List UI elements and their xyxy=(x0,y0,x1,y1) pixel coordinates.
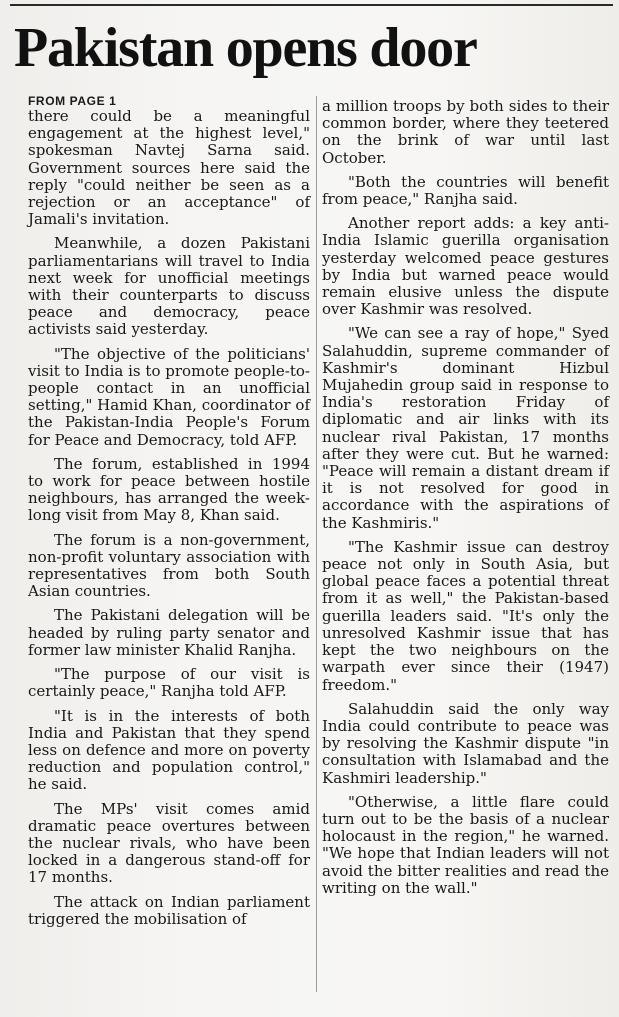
headline: Pakistan opens door xyxy=(14,17,477,79)
paragraph: Salahuddin said the only way India could contribute to peace was by resolving the Kashmir dispute "in consultation with Islamabad and the Kashmiri leadership." xyxy=(322,699,609,787)
top-rule xyxy=(10,4,613,6)
paragraph: The forum, established in 1994 to work for peace between hostile neighbours, has arranged the week-long visit from May 8, Khan said. xyxy=(28,454,310,525)
paragraph: The forum is a non-government, non-profit voluntary association with representatives from both South Asian countries. xyxy=(28,530,310,601)
paragraph: "Otherwise, a little flare could turn out to be the basis of a nuclear holocaust in the region," he warned. "We hope that Indian leaders will not avoid the bitter realities and read the writing on the wall." xyxy=(322,792,609,897)
paragraph: The attack on Indian parliament triggered the mobilisation of xyxy=(28,892,310,928)
paragraph: The Pakistani delegation will be headed by ruling party senator and former law minister Khalid Ranjha. xyxy=(28,606,310,659)
paragraph: "The Kashmir issue can destroy peace not only in South Asia, but global peace faces a potential threat from it as well," the Pakistan-based guerilla leaders said. "It's only the unresolved Kashmir issue that has kept the two neighbours on the warpath ever since their (1947) freedom." xyxy=(322,537,609,694)
paragraph: Another report adds: a key anti-India Islamic guerilla organisation yesterday welcomed peace gestures by India but warned peace would remain elusive unless the dispute over Kashmir was resolved. xyxy=(322,214,609,319)
paragraph: "The purpose of our visit is certainly peace," Ranjha told AFP. xyxy=(28,665,310,701)
paragraph: The MPs' visit comes amid dramatic peace overtures between the nuclear rivals, who have been locked in a dangerous stand-off for 17 months. xyxy=(28,799,310,887)
continuation-label: FROM PAGE 1 xyxy=(28,94,117,108)
column-divider xyxy=(316,96,317,992)
paragraph: "Both the countries will benefit from peace," Ranjha said. xyxy=(322,172,609,209)
left-column xyxy=(28,88,310,935)
paragraph: "The objective of the politicians' visit to India is to promote people-to-people contact in an unofficial setting," Hamid Khan, coordinator of the Pakistan-India People's Forum for Peace and Democracy, told AFP. xyxy=(28,344,310,449)
right-column xyxy=(322,98,609,904)
paragraph: Meanwhile, a dozen Pakistani parliamentarians will travel to India next week for unofficial meetings with their counterparts to discuss peace and democracy, peace activists said yesterday. xyxy=(28,234,310,339)
paragraph: a million troops by both sides to their common border, where they teetered on the brink of war until last October. xyxy=(322,97,609,167)
paragraph: there could be a meaningful engagement at the highest level," spokesman Navtej Sarna said. Government sources here said the reply "could neither be seen as a rejection or an acceptance" of Jamali's invitation. xyxy=(28,107,310,229)
paragraph: "It is in the interests of both India and Pakistan that they spend less on defence and more on poverty reduction and population control," he said. xyxy=(28,706,310,794)
paragraph: "We can see a ray of hope," Syed Salahuddin, supreme commander of Kashmir's dominant Hizbul Mujahedin group said in response to India's restoration Friday of diplomatic and air links with its nuclear rival Pakistan, 17 months after they were cut. But he warned: "Peace will remain a distant dream if it is not resolved for good in accordance with the aspirations of the Kashmiris." xyxy=(322,324,609,532)
